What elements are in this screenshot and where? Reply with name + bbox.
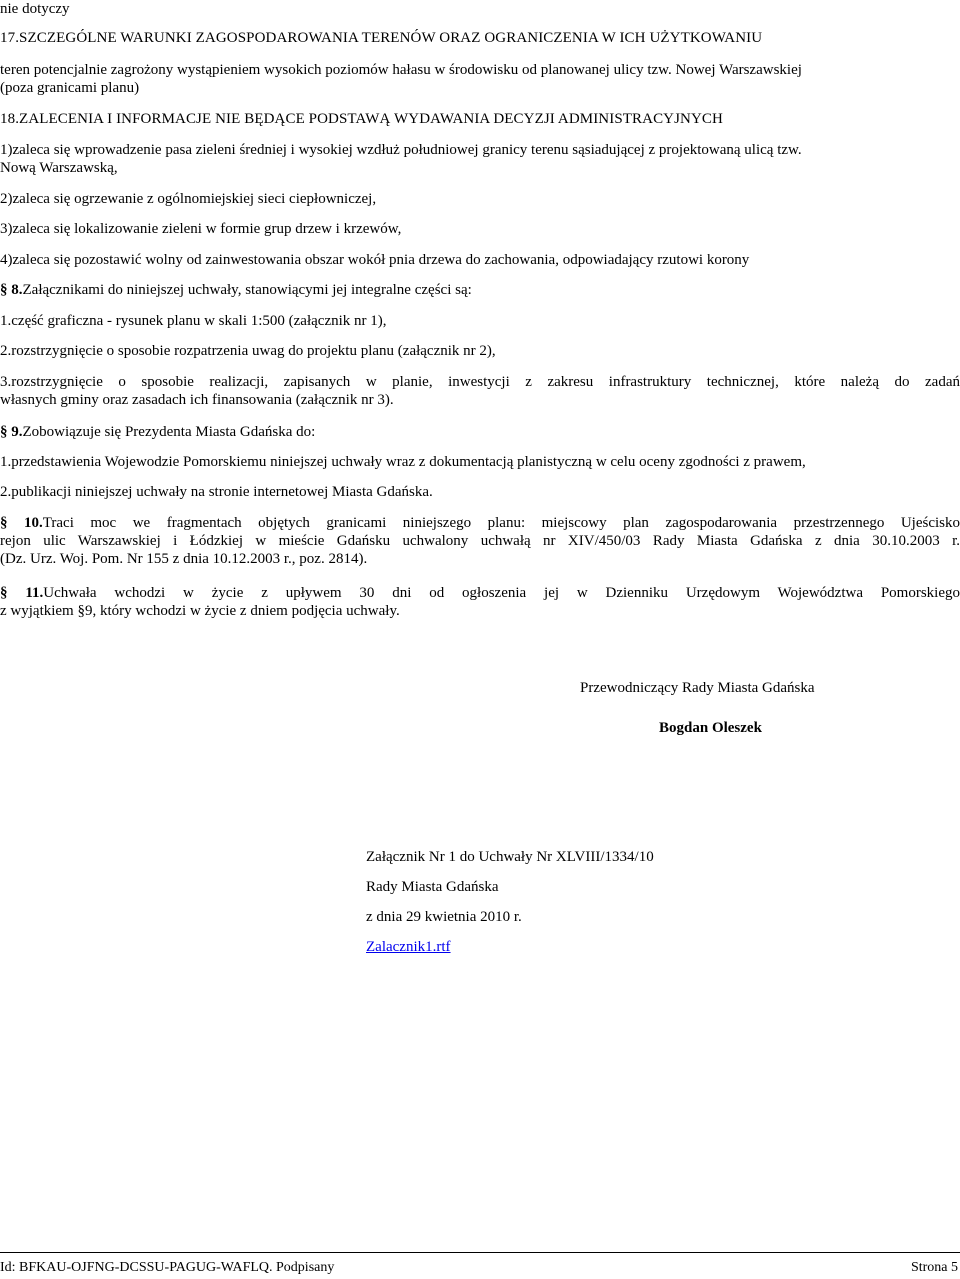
paragraph-11-number: § 11. (0, 585, 44, 601)
attachment-file-link[interactable]: Zalacznik1.rtf (366, 939, 451, 955)
section-17-text-line-1: teren potencjalnie zagrożony wystąpieniem wysokich poziomów hałasu w środowisku od planowanej ulicy tzw. Nowej Warszawskiej (0, 62, 802, 78)
section-17-text-line-2: (poza granicami planu) (0, 80, 140, 96)
paragraph-9-number: § 9. (0, 424, 23, 440)
paragraph-8 (0, 281, 472, 299)
paragraph-8-text: Załącznikami do niniejszej uchwały, stanowiącymi jej integralne części są: (22, 282, 472, 298)
paragraph-11-text-1: Uchwała wchodzi w życie z upływem 30 dni od ogłoszenia jej w Dzienniku Urzędowym Województwa Pomorskiego (43, 585, 960, 601)
recommendation-1-line-1: 1)zaleca się wprowadzenie pasa zieleni średniej i wysokiej wzdłuż południowej granicy terenu sąsiadującej z projektowaną ulicą tzw. (0, 142, 802, 158)
paragraph-10-line-3: (Dz. Urz. Woj. Pom. Nr 155 z dnia 10.12.2003 r., poz. 2814). (0, 551, 368, 567)
section-17-heading: 17.SZCZEGÓLNE WARUNKI ZAGOSPODAROWANIA TERENÓW ORAZ OGRANICZENIA W ICH UŻYTKOWANIU (0, 30, 763, 46)
recommendation-3: 3)zaleca się lokalizowanie zieleni w formie grup drzew i krzewów, (0, 221, 402, 237)
paragraph-9-text: Zobowiązuje się Prezydenta Miasta Gdańska do: (22, 424, 316, 440)
footer-page-number: Strona 5 (910, 1260, 958, 1275)
attachment-item-1: 1.część graficzna - rysunek planu w skali 1:500 (załącznik nr 1), (0, 313, 387, 329)
paragraph-9 (0, 423, 315, 441)
signature-role: Przewodniczący Rady Miasta Gdańska (580, 680, 815, 696)
paragraph-10-number: § 10. (0, 515, 43, 531)
attachment-title: Załącznik Nr 1 do Uchwały Nr XLVIII/1334/10 (366, 849, 654, 865)
paragraph-8-number: § 8. (0, 282, 23, 298)
paragraph-11-line-2: z wyjątkiem §9, który wchodzi w życie z dniem podjęcia uchwały. (0, 603, 400, 619)
attachment-date: z dnia 29 kwietnia 2010 r. (366, 909, 522, 925)
obligation-item-1: 1.przedstawienia Wojewodzie Pomorskiemu niniejszej uchwały wraz z dokumentacją planistyczną w celu oceny zgodności z prawem, (0, 454, 806, 470)
recommendation-4: 4)zaleca się pozostawić wolny od zainwestowania obszar wokół pnia drzewa do zachowania, odpowiadający rzutowi korony (0, 252, 750, 268)
attachment-council: Rady Miasta Gdańska (366, 879, 499, 895)
footer-divider (0, 1252, 960, 1253)
signature-name: Bogdan Oleszek (659, 720, 762, 736)
paragraph-10-line-2: rejon ulic Warszawskiej i Łódzkiej w mieście Gdańsku uchwalony uchwałą nr XIV/450/03 Rady Miasta Gdańska z dnia 30.10.2003 r. (0, 533, 960, 549)
not-applicable-text: nie dotyczy (0, 1, 70, 17)
footer-document-id: Id: BFKAU-OJFNG-DCSSU-PAGUG-WAFLQ. Podpisany (0, 1260, 335, 1275)
paragraph-10-text-1: Traci moc we fragmentach objętych granicami niniejszego planu: miejscowy plan zagospodarowania przestrzennego Ujeścisko (42, 515, 960, 531)
paragraph-10-line-1 (0, 514, 960, 532)
attachment-item-3-line-2: własnych gminy oraz zasadach ich finansowania (załącznik nr 3). (0, 392, 394, 408)
obligation-item-2: 2.publikacji niniejszej uchwały na stronie internetowej Miasta Gdańska. (0, 484, 433, 500)
recommendation-1-line-2: Nową Warszawską, (0, 160, 118, 176)
section-18-heading: 18.ZALECENIA I INFORMACJE NIE BĘDĄCE PODSTAWĄ WYDAWANIA DECYZJI ADMINISTRACYJNYCH (0, 111, 723, 127)
attachment-item-2: 2.rozstrzygnięcie o sposobie rozpatrzenia uwag do projektu planu (załącznik nr 2), (0, 343, 496, 359)
paragraph-11-line-1 (0, 584, 960, 602)
recommendation-2: 2)zaleca się ogrzewanie z ogólnomiejskiej sieci ciepłowniczej, (0, 191, 377, 207)
attachment-item-3-line-1: 3.rozstrzygnięcie o sposobie realizacji, zapisanych w planie, inwestycji z zakresu infrastruktury technicznej, które należą do zadań (0, 374, 960, 390)
